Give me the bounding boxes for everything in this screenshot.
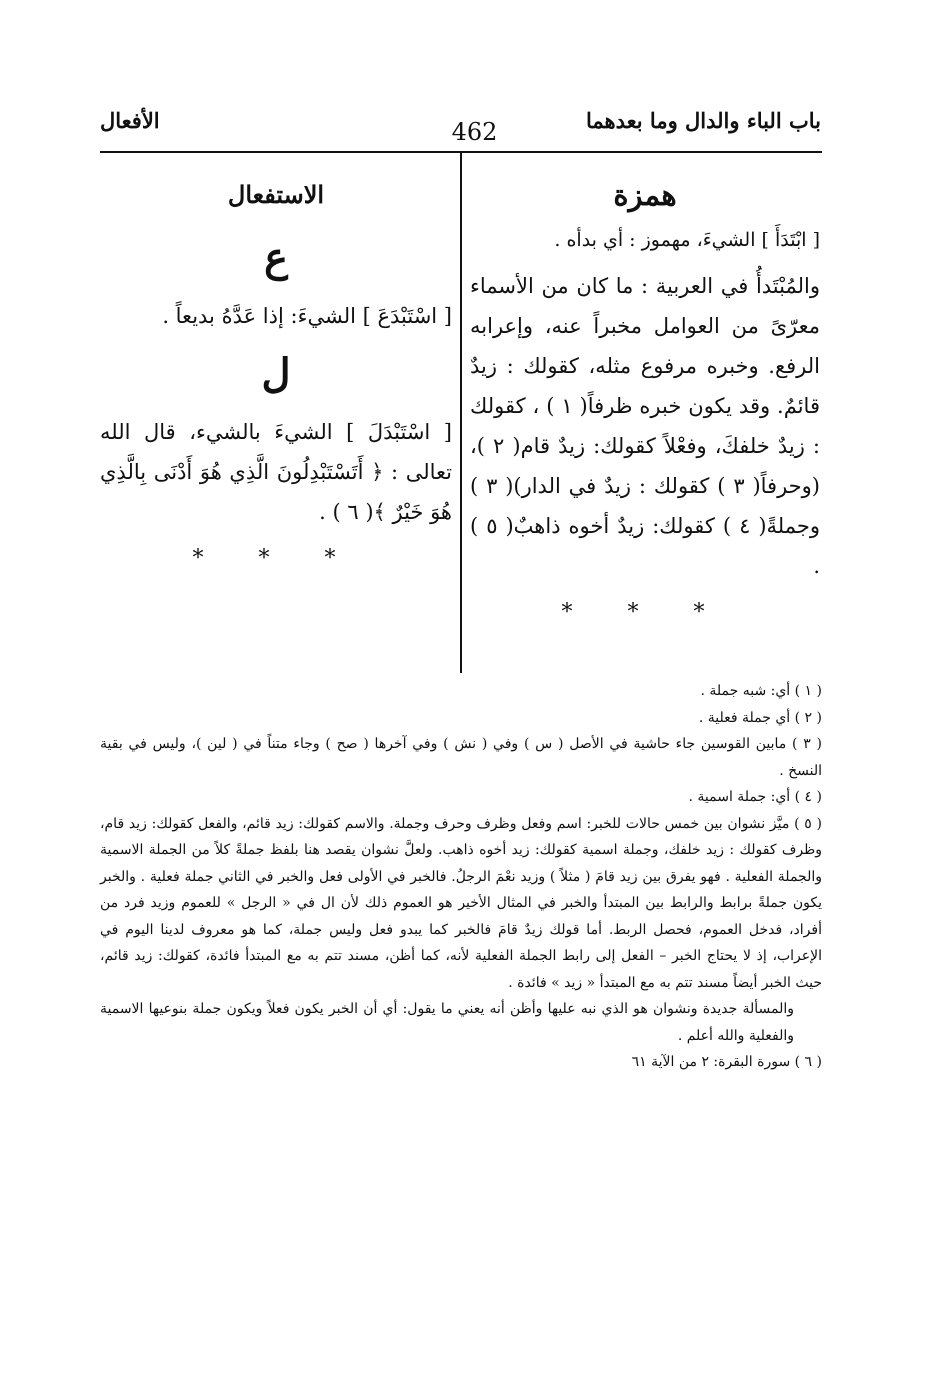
page-number: 462: [451, 118, 498, 146]
footnote-4: ( ٤ ) أي: جملة اسمية .: [688, 789, 822, 805]
running-title-left: الأفعال: [100, 108, 160, 133]
column-divider: [460, 153, 462, 673]
section-title-hamza: همزة: [613, 178, 677, 212]
entry-ibtada: [ ابْتَدَأَ ] الشيءَ، مهموز : أي بدأه .: [554, 229, 820, 251]
right-column: [470, 170, 820, 625]
section-end-stars: * * *: [561, 600, 729, 625]
footnote-5-continued: والمسألة جديدة ونشوان هو الذي نبه عليها وأظن أنه يعني ما يقول: أي أن الخبر يكون فعلاً ويكون جملة بنوعيها الاسمية والفعلية والله أعلم .: [100, 1001, 794, 1044]
section-title-istifal: الاستفعال: [227, 180, 325, 209]
letter-lam: ل: [261, 350, 291, 397]
footnote-2: ( ٢ ) أي جملة فعلية .: [698, 709, 822, 726]
letter-ain: ع: [264, 234, 288, 281]
footnote-6: ( ٦ ) سورة البقرة: ٢ من الآية ٦١: [631, 1054, 822, 1070]
footnotes: [100, 678, 822, 1076]
entry-mubtada-paragraph: والمُبْتَدأُ في العربية : ما كان من الأسماء معرّىً من العوامل مخبراً عنه، وإعرابه الرفع. وخبره مرفوع مثله، كقولك : زيدٌ قائمٌ. وقد يكون خبره ظرفاً( ١ ) ، كقولك : زيدٌ خلفكَ، وفعْلاً كقولك: زيدٌ قام( ٢ )، (وحرفاً( ٣ ) كقولك : زيدٌ في الدار)( ٣ ) وجملةً( ٤ ) كقولك: زيدٌ أخوه ذاهبٌ( ٥ ) .: [470, 274, 821, 578]
section-end-stars: * * *: [192, 546, 360, 571]
footnote-5: ( ٥ ) ميَّز نشوان بين خمس حالات للخبر: اسم وفعل وظرف وحرف وجملة. والاسم كقولك: زيد قائم، والفعل كقولك: زيد قام، وظرف كقولك : زيد خلفك، وجملة اسمية كقولك: زيد أخوه ذاهب. ولعلَّ نشوان يقصد هنا بلفظ جملةً كلاً من الجملة الاسمية والجملة الفعلية . فهو يفرق بين زيد قامَ ( مثلاً ) وزيد نعْمَ الرجلُ. فالخبر في الأولى فعل والخبر في الثاني جملة فعلية . والخبر يكون جملةً برابط والرابط بين المبتدأ والخبر في المثال الأخير هو العموم ذلك لأن ال في « الرجل » للعموم وزيد فرد من أفراد، فدخل العموم، فحصل الربط. أما قولك زيدٌ قامَ فالخبر كما يبدو فعل وليس جملة، كما هو معروف لدينا اليوم في الإعراب، إذ لا يحتاج الخبر – الفعل إلى رابط الجملة الفعلية لأنه، كما أظن، مسند تتم به مع المبتدأ فائدة، كقولك: زيد قائم، حيث الخبر أيضاً مسند تتم به مع المبتدأ « زيد » فائدة .: [100, 815, 822, 991]
entry-istabdal: [ اسْتَبْدَلَ ] الشيءَ بالشيء، قال الله تعالى : ﴿ أَتَسْتَبْدِلُونَ الَّذِي هُوَ أَدْنَى بِالَّذِي هُوَ خَيْرٌ ﴾( ٦ ) .: [100, 420, 452, 524]
running-title-right: باب الباء والدال وما بعدهما: [586, 108, 821, 133]
entry-istabda: [ اسْتَبْدَعَ ] الشيءَ: إذا عَدَّهُ بديعاً .: [162, 304, 452, 328]
left-column: [100, 170, 452, 571]
footnote-3: ( ٣ ) مابين القوسين جاء حاشية في الأصل ( س ) وفي ( نش ) وفي آخرها ( صح ) وجاء متناً في ( لين )، وليس في بقية النسخ .: [100, 736, 823, 779]
footnote-1: ( ١ ) أي: شبه جملة .: [700, 683, 822, 699]
